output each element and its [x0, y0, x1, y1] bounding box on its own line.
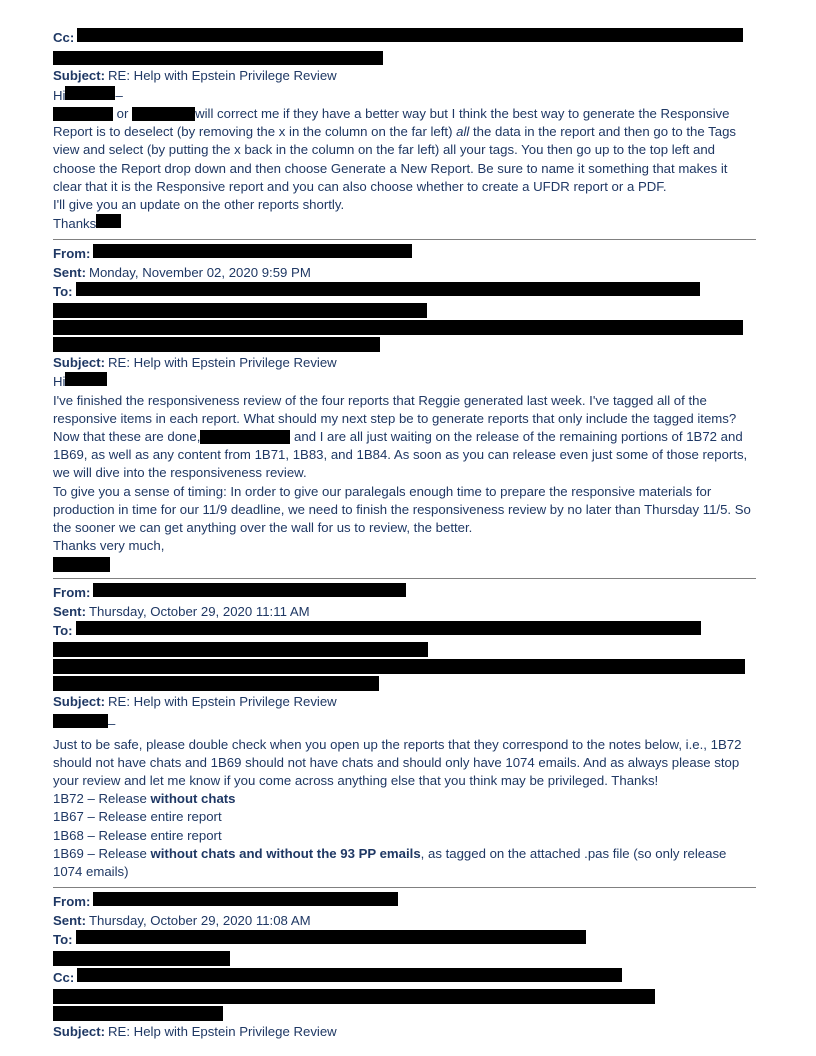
redaction-bar [53, 337, 380, 352]
release-item-2 [53, 808, 756, 826]
message-2-paragraph-3: Thanks very much, [53, 538, 165, 554]
cc-line [53, 28, 756, 47]
redaction-bar [53, 303, 427, 318]
message-3-paragraph-1: Just to be safe, please double check when you open up the reports that they correspond to the notes below, i.e., 1B72 should not have chats and 1B69 should not have chats and should only have 1074 emails. And as always please stop your review and let me know if you come across anything else that you think may be privileged. Thanks! [53, 736, 742, 788]
cc-label: Cc: [53, 969, 75, 985]
message-4 [53, 892, 756, 1041]
redaction-row [53, 989, 756, 1004]
greeting-suffix: – [108, 716, 116, 732]
subject-label: Subject: [53, 1024, 106, 1040]
redaction-row [53, 320, 756, 335]
message-1 [53, 28, 756, 233]
cc-label: Cc: [53, 30, 75, 45]
redaction-bar [53, 659, 745, 674]
sent-value: Thursday, October 29, 2020 11:11 AM [88, 603, 310, 619]
from-line [53, 892, 756, 911]
to-line [53, 930, 756, 949]
sent-line [53, 603, 756, 621]
to-label: To: [53, 931, 73, 947]
cc-line [53, 968, 756, 987]
redaction-bar [93, 892, 398, 906]
redaction-bar [53, 951, 230, 966]
redaction-bar [76, 282, 700, 296]
italic-all: all [456, 124, 470, 140]
message-1-closing [53, 214, 756, 233]
sent-label: Sent: [53, 603, 86, 619]
release-item-bold: without chats and without the 93 PP emails [150, 845, 421, 861]
redaction-row [53, 951, 756, 966]
release-item-prefix: 1B72 – Release [53, 791, 151, 807]
redaction-bar [53, 320, 743, 335]
redaction-bar [132, 107, 195, 121]
greeting-line [53, 714, 756, 733]
from-line [53, 244, 756, 263]
subject-line [53, 67, 756, 85]
release-item-3 [53, 827, 756, 845]
release-item-suffix: , as tagged on the attached .pas file (so only release 1074 emails) [53, 845, 727, 880]
sent-value: Thursday, October 29, 2020 11:08 AM [88, 912, 311, 928]
greeting-suffix: – [115, 87, 123, 103]
from-label: From: [53, 894, 91, 910]
redaction-bar [53, 714, 108, 728]
message-2-paragraph-2: To give you a sense of timing: In order to give our paralegals enough time to prepare the responsive materials for production in time for our 11/9 deadline, we need to finish the responsiveness review by no later than Thursday 11/5. So the sooner we can get anything over the wall for us to review, the better. [53, 483, 751, 536]
redaction-bar [200, 430, 290, 444]
release-item-4 [53, 845, 756, 881]
greeting-text: Hi [53, 87, 66, 103]
redaction-bar [53, 107, 113, 121]
subject-value: RE: Help with Epstein Privilege Review [108, 355, 337, 371]
from-line [53, 583, 756, 602]
redaction-bar [76, 621, 701, 635]
redaction-bar [53, 557, 110, 572]
redaction-bar [65, 372, 107, 386]
redaction-bar [76, 930, 586, 944]
redaction-row [53, 337, 756, 352]
to-line [53, 621, 756, 640]
signature-redaction [53, 557, 756, 572]
to-label: To: [53, 622, 73, 638]
release-item-bold: without chats [150, 791, 236, 807]
message-3 [53, 583, 756, 881]
sent-label: Sent: [53, 264, 86, 280]
message-separator [53, 887, 756, 888]
release-item-prefix: 1B67 – Release entire report [53, 809, 222, 825]
redaction-bar [53, 676, 379, 691]
release-item-prefix: 1B69 – Release [53, 845, 151, 861]
redaction-bar [93, 583, 406, 597]
subject-label: Subject: [53, 355, 106, 371]
redaction-row [53, 642, 756, 657]
subject-value: RE: Help with Epstein Privilege Review [108, 1024, 337, 1040]
to-label: To: [53, 283, 73, 299]
sent-value: Monday, November 02, 2020 9:59 PM [88, 264, 311, 280]
subject-label: Subject: [53, 694, 106, 710]
redaction-bar [53, 51, 383, 65]
greeting-line [53, 86, 756, 105]
or-word: or [116, 105, 129, 121]
greeting-line [53, 372, 756, 391]
subject-line [53, 354, 756, 372]
from-label: From: [53, 585, 91, 601]
to-line [53, 282, 756, 301]
sent-line [53, 264, 756, 282]
redaction-bar [53, 1006, 223, 1021]
redaction-bar [93, 244, 412, 258]
from-label: From: [53, 246, 91, 262]
redaction-bar [53, 642, 428, 657]
release-item-1 [53, 790, 756, 808]
message-separator [53, 578, 756, 579]
closing-text: Thanks [53, 216, 97, 232]
redaction-row [53, 303, 756, 318]
subject-label: Subject: [53, 68, 106, 84]
redaction-bar [77, 28, 743, 42]
message-1-paragraph-1 [53, 105, 756, 196]
subject-value: RE: Help with Epstein Privilege Review [108, 68, 337, 84]
sent-label: Sent: [53, 912, 86, 928]
sent-line [53, 912, 756, 930]
release-item-prefix: 1B68 – Release entire report [53, 827, 222, 843]
redaction-bar [96, 214, 121, 228]
redaction-bar [65, 86, 115, 100]
message-2 [53, 244, 756, 572]
redaction-row [53, 659, 756, 674]
message-1-paragraph-2: I'll give you an update on the other reports shortly. [53, 196, 345, 212]
message-1-text: will correct me if they have a better way but I think the best way to generate the Responsive Report is to deselect (by removing the x in the column on the far left) all the data in the report and then go to the Tags view and select (by putting the x back in the column on the far left) all your tags. You then go up to the top left and choose the Report drop down and then choose Generate a New Report. Be sure to name it something that makes it clear that it is the Responsive report and you can also choose whether to create a UFDR report or a PDF. [53, 105, 736, 194]
subject-line [53, 1023, 756, 1041]
subject-value: RE: Help with Epstein Privilege Review [108, 694, 337, 710]
greeting-text: Hi [53, 374, 66, 390]
redaction-row [53, 47, 756, 65]
message-separator [53, 239, 756, 240]
redaction-row [53, 676, 756, 691]
redaction-bar [53, 989, 655, 1004]
message-2-paragraph-1: I've finished the responsiveness review of the four reports that Reggie generated last week. I've tagged all of the responsive items in each report. What should my next step be to generate reports that only include the tagged items? Now that these are done, and I are all just waiting on the release of the remaining portions of 1B72 and 1B69, as well as any content from 1B71, 1B83, and 1B84. As soon as you can release even just some of those reports, we will dive into the responsiveness review. [53, 392, 748, 481]
subject-line [53, 693, 756, 711]
redaction-row [53, 1006, 756, 1021]
redaction-bar [77, 968, 622, 982]
